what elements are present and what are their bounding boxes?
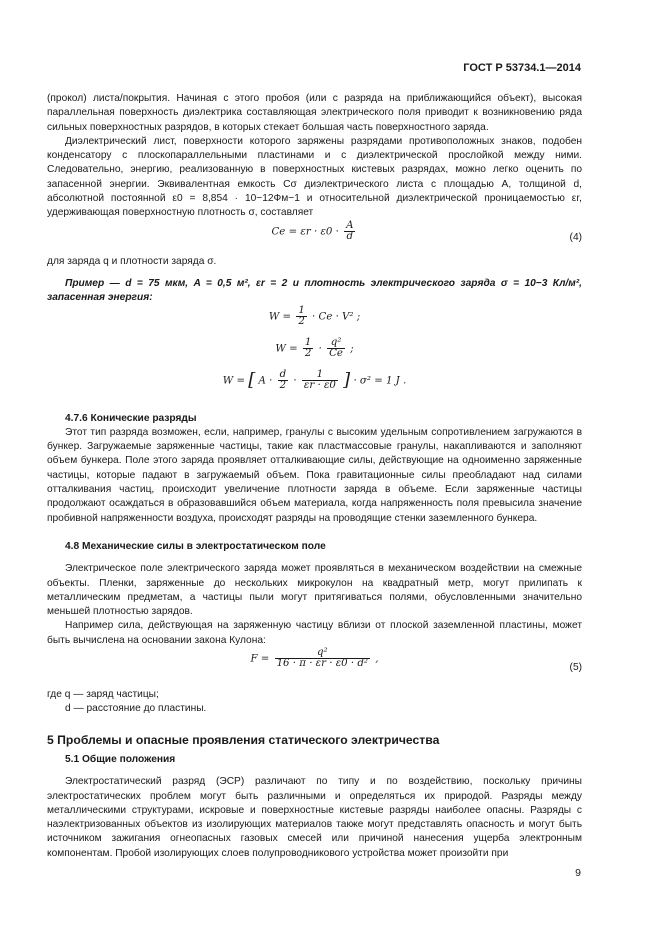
eq5-fraction: [275, 648, 370, 669]
exeq1-rest: · Ce · V² ;: [312, 311, 361, 323]
exeq3-lhs: W =: [222, 375, 245, 387]
exeq3-num: d: [279, 368, 287, 380]
paragraph-continuation: (прокол) листа/покрытия. Начиная с этого пробоя (или с разряда на приближающийся объект), высокая параллельная поверхность диэлектрика составляющая электрического поля приводит к возникновению ряда сильных поверхностных разрядов, в которых стекает большая часть поверхностного заряда.: [47, 93, 582, 133]
section-5-1-title: 5.1 Общие положения: [65, 753, 176, 765]
eq4-numerator: A: [346, 219, 354, 231]
equation-4: [47, 221, 582, 255]
eq4-lhs: Ce: [271, 226, 286, 238]
exeq2-dot: ·: [318, 343, 322, 355]
exeq2-fraction-2: [327, 338, 345, 359]
section-4-8-text-2: Например сила, действующая на заряженную частицу вблизи от плоской заземленной пластины, может быть вычислена на основании закона Кулона:: [47, 620, 582, 646]
example-equation-3: [47, 370, 582, 406]
exeq3-dot: ·: [293, 375, 297, 387]
eq5-num: q²: [316, 647, 328, 659]
eq5-lhs: F =: [250, 653, 270, 665]
example-equation-2: [47, 338, 582, 370]
exeq2-den: 2: [304, 347, 312, 359]
where-line-2: d — расстояние до пластины.: [65, 703, 207, 715]
exeq3-den: 2: [278, 380, 289, 391]
exeq3-rest: · σ² = 1 J .: [353, 375, 407, 387]
eq5-rest: ,: [375, 653, 379, 665]
section-5-title: 5 Проблемы и опасные проявления статического электричества: [47, 732, 440, 747]
section-4-8-title: 4.8 Механические силы в электростатическом поле: [65, 540, 326, 552]
exeq1-fraction: [296, 306, 306, 327]
exeq3-num2: 1: [316, 368, 324, 380]
example-equation-1: [47, 306, 582, 338]
exeq3-den2: εr · ε0: [303, 379, 336, 391]
eq5-den: 16 · π · εr · ε0 · d²: [276, 658, 368, 670]
page-content: [47, 92, 582, 861]
document-id-header: ГОСТ Р 53734.1—2014: [463, 62, 581, 74]
paragraph-dielectric-sheet: Диэлектрический лист, поверхности которого заряжены разрядами противоположных знаков, подобен конденсатору с плоскопараллельными пластинами и с диэлектрической прослойкой между ними. Следовательно, энергию, реализованную в поверхностных кистевых разрядах, можно легко оценить по запасенной энергии. Эквивалентная емкость Cσ диэлектрического листа с площадью A, толщиной d, абсолютной постоянной ε0 = 8,854 · 10−12Фм−1 и относительной диэлектрической проницаемостью εr, удерживающая поверхностную плотность σ, составляет: [47, 135, 582, 219]
exeq2-num2: q²: [330, 336, 342, 348]
equation-5: [47, 648, 582, 688]
close-bracket: ]: [343, 369, 351, 391]
where-line-1: где q — заряд частицы;: [47, 689, 159, 701]
eq4-equals: =: [288, 226, 298, 238]
exeq2-lhs: W =: [275, 343, 298, 355]
exeq3-a: A ·: [258, 375, 273, 387]
exeq1-den: 2: [298, 315, 305, 327]
eq4-denominator: d: [344, 231, 355, 242]
exeq1-num: 1: [298, 304, 305, 316]
section-4-7-6-title: 4.7.6 Конические разряды: [65, 412, 197, 424]
eq4-mid: εr · ε0 ·: [300, 226, 339, 238]
open-bracket: [: [248, 369, 256, 391]
exeq2-den2: Ce: [329, 347, 343, 359]
paragraph-charge-density: для заряда q и плотности заряда σ.: [47, 255, 217, 267]
eq5-number: (5): [569, 662, 582, 674]
section-5-1-text: Электростатический разряд (ЭСР) различают по типу и по воздействию, поскольку причины электростатических проблем могут быть различными и определяться их природой. Разряды между металлическими структурами, искровые и поверхностные кистевые разряды наиболее опасны. Разряды с наэлектризованных объектов из изолирующих материалов также могут представлять опасность и могут быть источником зажигания огнеопасных газовых смесей или причиной нанесения ущерба электронным компонентам. Пробой изолирующих слоев полупроводникового устройства может произойти при: [47, 776, 582, 859]
exeq3-fraction-2: [302, 370, 338, 391]
page-number: 9: [575, 867, 581, 879]
exeq3-fraction-1: [278, 370, 289, 391]
section-4-7-6-text: Этот тип разряда возможен, если, например, гранулы с высоким удельным сопротивлением загружаются в бункер. Загружаемые заряженные частицы, такие как пластмассовые гранулы, накапливаются и заполняют объем бункера. Поле этого заряда проявляет отталкивающие силы, действующие на одноименно заряженные частицы, которые падают в загружаемый объем. Пока гравитационные силы преобладают над силами отталкивания частиц, происходит увеличение плотности заряда в объеме. Если заряженные частицы продолжают осаждаться в образовавшийся объем материала, когда напряженность поля превысила значение пробивной напряженности воздуха, происходят разряды на проводящие стенки заземленного бункера.: [47, 426, 582, 524]
example-paragraph: Пример — d = 75 мкм, A = 0,5 м², εr = 2 и плотность электрического заряда σ = 10−3 Кл/м², запасенная энергия:: [47, 277, 582, 304]
exeq2-num: 1: [304, 336, 312, 348]
eq4-fraction: [344, 221, 355, 242]
eq4-number: (4): [569, 231, 582, 243]
section-4-8-text-1: Электрическое поле электрического заряда может проявляться в механическом воздействии на смежные объекты. Пленки, заряженные до нескольких микрокулон на квадратный метр, могут прилипать к металлическим предметам, а частицы пыли могут притягиваться полями, обусловленными значительно меньшей плотностью зарядов.: [47, 563, 582, 618]
exeq1-lhs: W =: [268, 311, 292, 323]
exeq2-fraction-1: [303, 338, 313, 359]
exeq2-rest: ;: [350, 343, 354, 355]
